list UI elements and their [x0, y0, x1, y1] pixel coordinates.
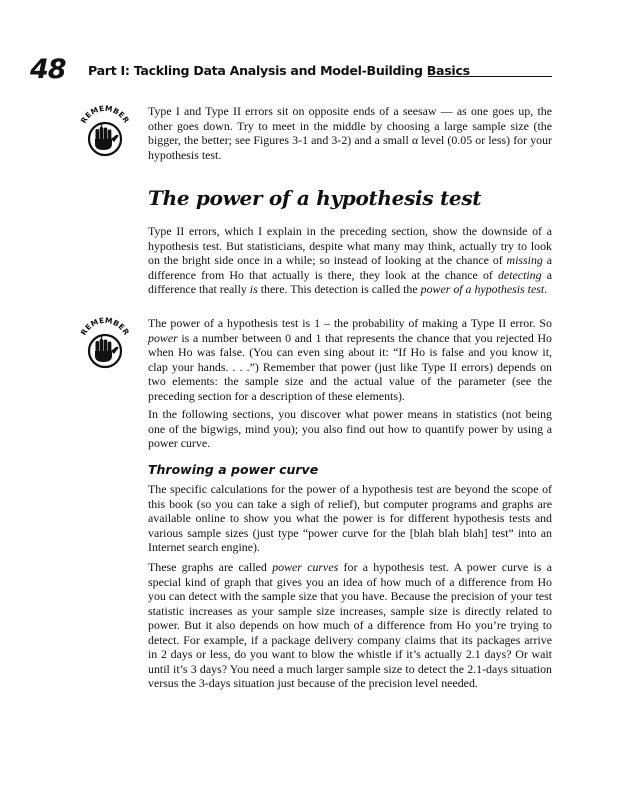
following-sections-paragraph: In the following sections, you discover what power means in statistics (not being one of the bigwigs, mind you); you also find out how to quantify power by using a power curve.	[148, 407, 552, 450]
svg-text:REMEMBER: REMEMBER	[78, 103, 132, 125]
svg-text:REMEMBER: REMEMBER	[78, 315, 132, 337]
remember-icon	[74, 100, 136, 162]
page-number: 48	[30, 54, 66, 85]
remember-note-1: Type I and Type II errors sit on opposite ends of a seesaw — as one goes up, the other goes down. Try to meet in the middle by choosing a large sample size (the bigger, the better; see Figures 3-1 and 3-2) and a small α level (0.05 or less) for your hypothesis test.	[148, 104, 552, 162]
header-rule	[428, 76, 552, 77]
subsection-heading: Throwing a power curve	[148, 462, 319, 477]
power-curve-paragraph-2: These graphs are called power curves for a hypothesis test. A power curve is a special kind of graph that gives you an idea of how much of a difference from Ho you can detect with the sample size that you have. Because the precision of your test statistic increases as your sample size increases, sample size is directly related to power. But it also depends on how much of a difference from Ho you’re trying to detect. For example, if a package delivery company claims that its packages arrive in 2 days or less, do you want to blow the whistle if it’s actually 2.1 days? Or wait until it’s 3 days? You need a much larger sample size to detect the 2.1-days situation versus the 3-days situation just because of the precision level needed.	[148, 560, 553, 690]
remember-icon	[74, 312, 136, 374]
power-curve-paragraph-1: The specific calculations for the power of a hypothesis test are beyond the scope of this book (so you can take a sigh of relief), but computer programs and graphs are available online to show you what the power is for different hypothesis tests and various sample sizes (just type “power curve for the [blah blah blah] test” into an Internet search engine).	[148, 482, 552, 554]
section-intro: Type II errors, which I explain in the preceding section, show the downside of a hypothesis test. But statisticians, despite what many may think, actually try to look on the bright side once in a while; so instead of looking at the chance of missing a difference from Ho that actually is there, they look at the chance of detecting a difference that really is there. This detection is called the power of a hypothesis test.	[148, 224, 552, 296]
running-head: Part I: Tackling Data Analysis and Model-Building Basics	[88, 63, 470, 78]
section-heading: The power of a hypothesis test	[148, 186, 482, 210]
remember-note-2: The power of a hypothesis test is 1 – the probability of making a Type II error. So power is a number between 0 and 1 that represents the chance that you rejected Ho when Ho was false. (You can even sing about it: “If Ho is false and you know it, clap your hands. . . .”) Remember that power (just like Type II errors) depends on two elements: the sample size and the actual value of the parameter (see the preceding section for a description of these elements).	[148, 316, 552, 403]
page-header	[30, 56, 560, 86]
